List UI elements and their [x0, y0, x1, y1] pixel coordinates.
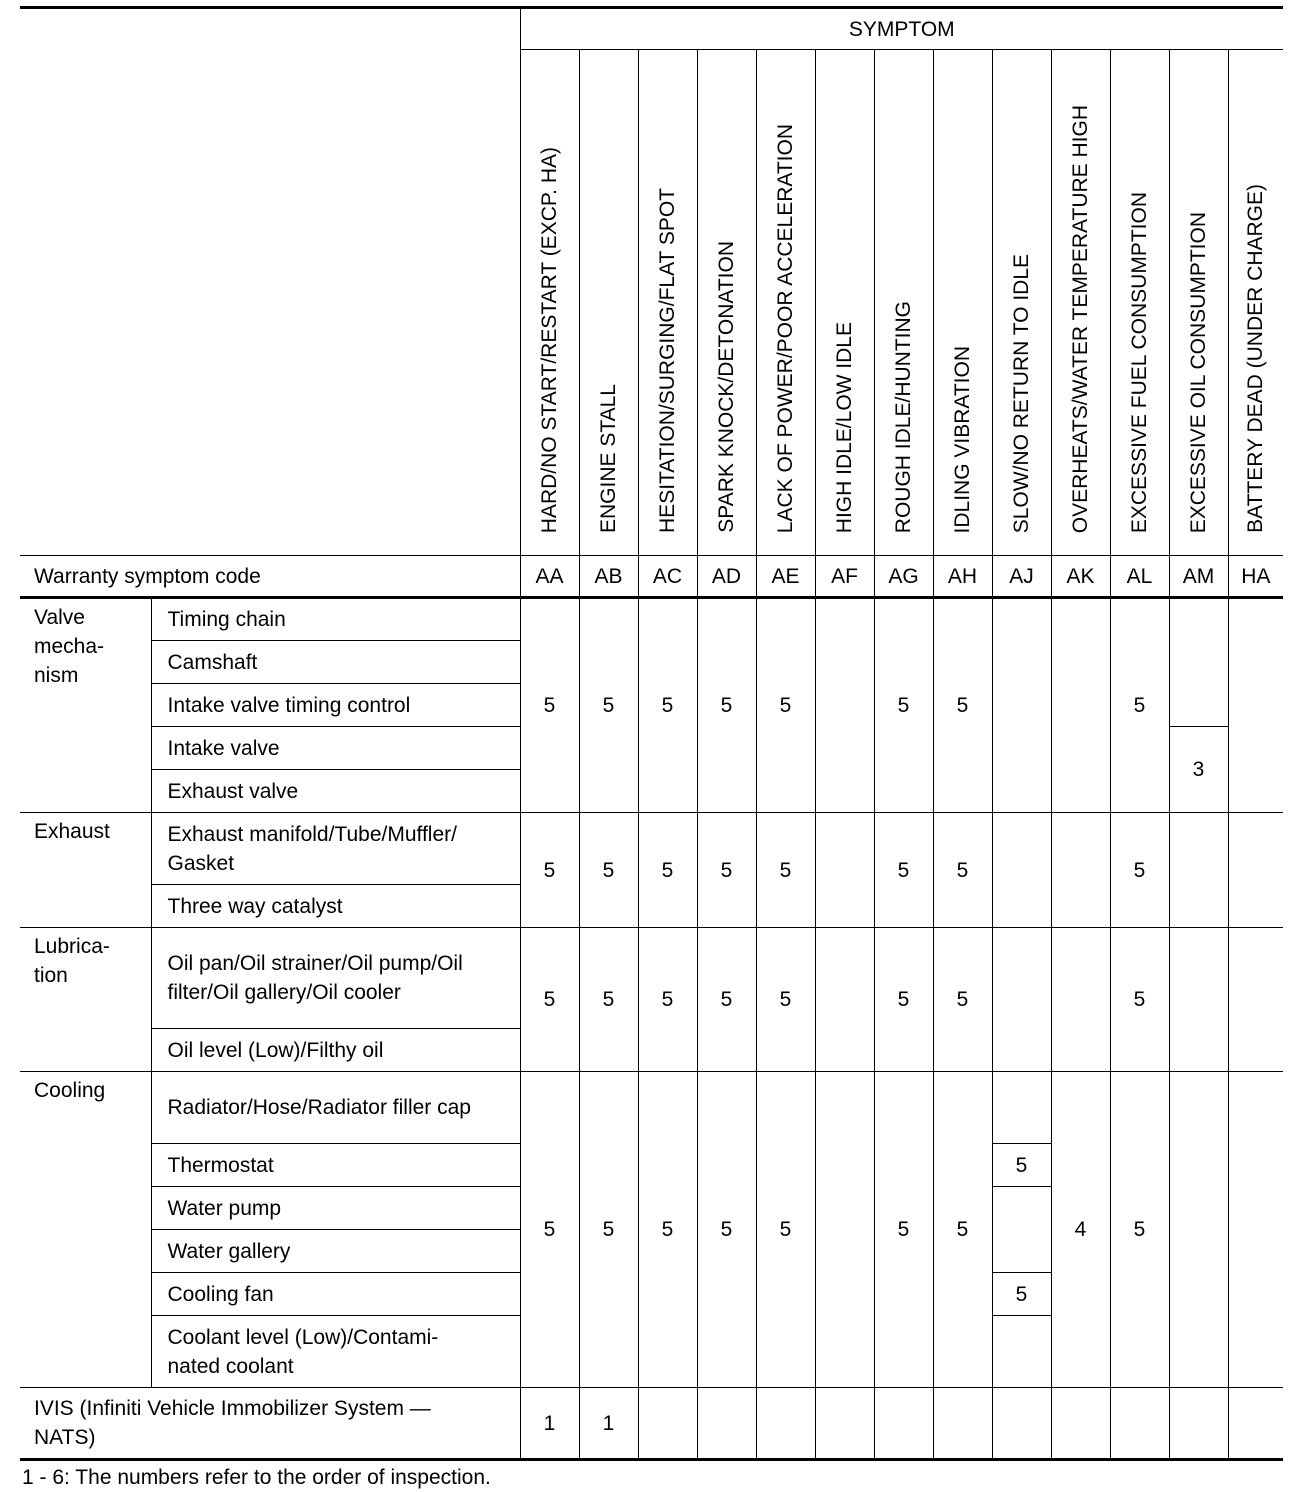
- value-valve-aj: [992, 598, 1051, 813]
- code-am: AM: [1169, 556, 1228, 598]
- value-valve-ag: 5: [874, 598, 933, 813]
- component-water-gallery: Water gallery: [151, 1230, 520, 1273]
- symptom-heading-ae: [756, 50, 815, 556]
- component-intake-valve-timing-control: Intake valve timing control: [151, 684, 520, 727]
- value-exhaust-ac: 5: [638, 813, 697, 928]
- value-cooling-aj-water: [992, 1187, 1051, 1273]
- value-lube-ab: 5: [579, 928, 638, 1072]
- symptom-heading-aa: [520, 50, 579, 556]
- symptom-header: SYMPTOM: [520, 8, 1283, 50]
- value-lube-ha: [1228, 928, 1283, 1072]
- value-ivis-ag: [874, 1388, 933, 1460]
- symptom-heading-ad: [697, 50, 756, 556]
- value-ivis-ak: [1051, 1388, 1110, 1460]
- component-intake-valve: Intake valve: [151, 727, 520, 770]
- symptom-name-aa: HARD/NO START/RESTART (EXCP. HA): [537, 146, 561, 533]
- value-ivis-ad: [697, 1388, 756, 1460]
- value-exhaust-am: [1169, 813, 1228, 928]
- value-ivis-ac: [638, 1388, 697, 1460]
- component-camshaft: Camshaft: [151, 641, 520, 684]
- value-ivis-aa: 1: [520, 1388, 579, 1460]
- value-ivis-ha: [1228, 1388, 1283, 1460]
- symptom-name-ae: LACK OF POWER/POOR ACCELERATION: [773, 123, 797, 533]
- value-ivis-ah: [933, 1388, 992, 1460]
- code-ae: AE: [756, 556, 815, 598]
- value-exhaust-ah: 5: [933, 813, 992, 928]
- value-cooling-aj-fan: 5: [992, 1273, 1051, 1316]
- symptom-name-am: EXCESSIVE OIL CONSUMPTION: [1186, 211, 1210, 533]
- value-lube-am: [1169, 928, 1228, 1072]
- code-ha: HA: [1228, 556, 1283, 598]
- value-ivis-ab: 1: [579, 1388, 638, 1460]
- symptom-heading-af: [815, 50, 874, 556]
- value-valve-ab: 5: [579, 598, 638, 813]
- value-valve-am-upper: [1169, 598, 1228, 727]
- code-ac: AC: [638, 556, 697, 598]
- code-aa: AA: [520, 556, 579, 598]
- value-cooling-al: 5: [1110, 1072, 1169, 1388]
- value-cooling-ac: 5: [638, 1072, 697, 1388]
- value-lube-ac: 5: [638, 928, 697, 1072]
- value-cooling-ag: 5: [874, 1072, 933, 1388]
- value-ivis-al: [1110, 1388, 1169, 1460]
- value-exhaust-af: [815, 813, 874, 928]
- code-ak: AK: [1051, 556, 1110, 598]
- symptom-heading-ac: [638, 50, 697, 556]
- component-water-pump: Water pump: [151, 1187, 520, 1230]
- warranty-code-label: Warranty symptom code: [20, 556, 520, 598]
- symptom-name-al: EXCESSIVE FUEL CONSUMPTION: [1127, 191, 1151, 533]
- symptom-name-aj: SLOW/NO RETURN TO IDLE: [1009, 253, 1033, 533]
- value-cooling-af: [815, 1072, 874, 1388]
- symptom-heading-ah: [933, 50, 992, 556]
- symptom-heading-ab: [579, 50, 638, 556]
- symptom-heading-ha: [1228, 50, 1283, 556]
- symptom-name-ak: OVERHEATS/WATER TEMPERATURE HIGH: [1068, 104, 1092, 533]
- code-aj: AJ: [992, 556, 1051, 598]
- value-ivis-aj: [992, 1388, 1051, 1460]
- value-cooling-aj-coolant: [992, 1316, 1051, 1388]
- value-lube-ag: 5: [874, 928, 933, 1072]
- component-cooling-fan: Cooling fan: [151, 1273, 520, 1316]
- component-exhaust-valve: Exhaust valve: [151, 770, 520, 813]
- value-cooling-ab: 5: [579, 1072, 638, 1388]
- value-cooling-am: [1169, 1072, 1228, 1388]
- value-exhaust-al: 5: [1110, 813, 1169, 928]
- value-exhaust-ha: [1228, 813, 1283, 928]
- symptom-name-ag: ROUGH IDLE/HUNTING: [891, 300, 915, 533]
- value-lube-aj: [992, 928, 1051, 1072]
- component-timing-chain: Timing chain: [151, 598, 520, 641]
- symptom-name-ab: ENGINE STALL: [596, 384, 620, 533]
- category-valve-mechanism: Valve mecha- nism: [34, 606, 105, 687]
- code-ad: AD: [697, 556, 756, 598]
- footnote: 1 - 6: The numbers refer to the order of inspection.: [22, 1466, 491, 1489]
- symptom-heading-aj: [992, 50, 1051, 556]
- value-valve-al: 5: [1110, 598, 1169, 813]
- code-ag: AG: [874, 556, 933, 598]
- value-ivis-af: [815, 1388, 874, 1460]
- component-coolant-level: Coolant level (Low)/Contami- nated coolant: [151, 1316, 520, 1388]
- value-exhaust-ag: 5: [874, 813, 933, 928]
- component-thermostat: Thermostat: [151, 1144, 520, 1187]
- value-exhaust-ab: 5: [579, 813, 638, 928]
- value-ivis-am: [1169, 1388, 1228, 1460]
- value-lube-aa: 5: [520, 928, 579, 1072]
- value-cooling-ah: 5: [933, 1072, 992, 1388]
- value-valve-ac: 5: [638, 598, 697, 813]
- diagnosis-table-wrapper: [20, 6, 1283, 1461]
- value-exhaust-aj: [992, 813, 1051, 928]
- value-valve-aa: 5: [520, 598, 579, 813]
- value-exhaust-ae: 5: [756, 813, 815, 928]
- value-valve-ak: [1051, 598, 1110, 813]
- value-lube-ad: 5: [697, 928, 756, 1072]
- corner-blank-cell: [20, 8, 520, 556]
- symptom-name-ah: IDLING VIBRATION: [950, 345, 974, 533]
- category-ivis: IVIS (Infiniti Vehicle Immobilizer System — NATS): [20, 1388, 520, 1460]
- category-lubrication: Lubrica- tion: [20, 928, 151, 1072]
- code-af: AF: [815, 556, 874, 598]
- value-cooling-ae: 5: [756, 1072, 815, 1388]
- value-exhaust-aa: 5: [520, 813, 579, 928]
- value-lube-ak: [1051, 928, 1110, 1072]
- value-lube-af: [815, 928, 874, 1072]
- value-cooling-aj-thermostat: 5: [992, 1144, 1051, 1187]
- value-cooling-ha: [1228, 1072, 1283, 1388]
- value-cooling-aj-radiator: [992, 1072, 1051, 1144]
- symptom-heading-ak: [1051, 50, 1110, 556]
- value-lube-ah: 5: [933, 928, 992, 1072]
- symptom-heading-am: [1169, 50, 1228, 556]
- component-radiator-hose-cap: Radiator/Hose/Radiator filler cap: [151, 1072, 520, 1144]
- value-cooling-ad: 5: [697, 1072, 756, 1388]
- symptom-name-ha: BATTERY DEAD (UNDER CHARGE): [1243, 184, 1267, 533]
- component-oil-pan-strainer-pump: Oil pan/Oil strainer/Oil pump/Oil filter/Oil gallery/Oil cooler: [151, 928, 520, 1029]
- code-ah: AH: [933, 556, 992, 598]
- value-exhaust-ak: [1051, 813, 1110, 928]
- symptom-heading-al: [1110, 50, 1169, 556]
- symptom-heading-ag: [874, 50, 933, 556]
- value-ivis-ae: [756, 1388, 815, 1460]
- symptom-name-ac: HESITATION/SURGING/FLAT SPOT: [655, 188, 679, 533]
- value-valve-am-lower: 3: [1169, 727, 1228, 813]
- category-exhaust: Exhaust: [20, 813, 151, 928]
- symptom-matrix-table: [20, 6, 1283, 1461]
- value-lube-al: 5: [1110, 928, 1169, 1072]
- value-lube-ae: 5: [756, 928, 815, 1072]
- value-valve-ae: 5: [756, 598, 815, 813]
- category-cooling: Cooling: [20, 1072, 151, 1388]
- symptom-name-ad: SPARK KNOCK/DETONATION: [714, 241, 738, 533]
- value-valve-af: [815, 598, 874, 813]
- value-cooling-aa: 5: [520, 1072, 579, 1388]
- component-oil-level: Oil level (Low)/Filthy oil: [151, 1029, 520, 1072]
- symptom-name-af: HIGH IDLE/LOW IDLE: [832, 321, 856, 533]
- code-ab: AB: [579, 556, 638, 598]
- value-valve-ad: 5: [697, 598, 756, 813]
- value-exhaust-ad: 5: [697, 813, 756, 928]
- value-valve-ha: [1228, 598, 1283, 813]
- component-three-way-catalyst: Three way catalyst: [151, 885, 520, 928]
- value-cooling-ak: 4: [1051, 1072, 1110, 1388]
- value-valve-ah: 5: [933, 598, 992, 813]
- code-al: AL: [1110, 556, 1169, 598]
- component-exhaust-manifold: Exhaust manifold/Tube/Muffler/ Gasket: [151, 813, 520, 885]
